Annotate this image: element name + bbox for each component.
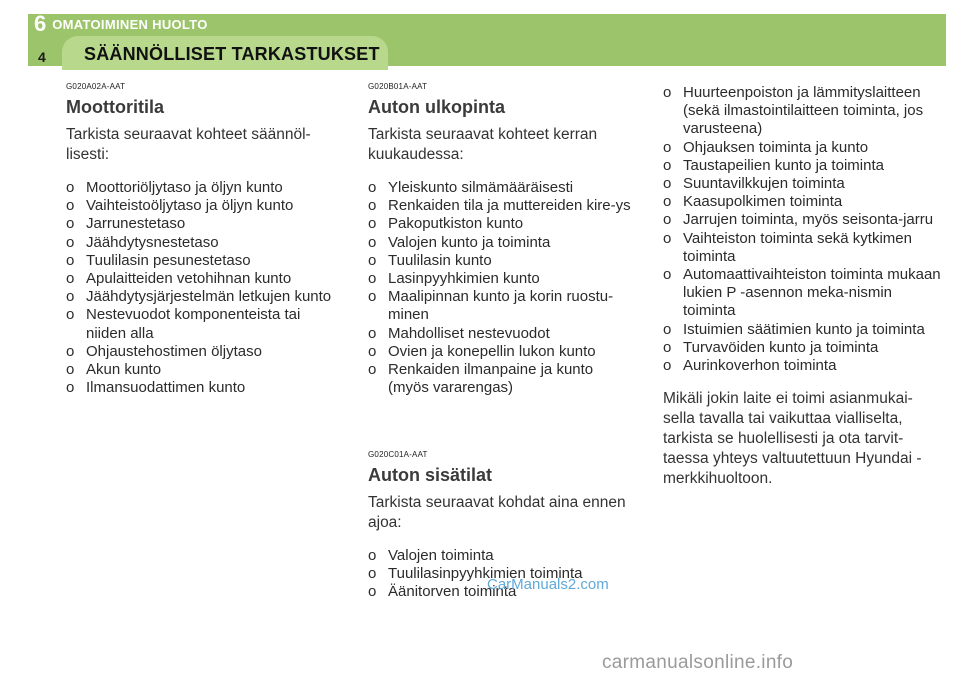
list-item: o Jarrunestetaso — [66, 215, 342, 233]
chapter-number: 6 — [34, 11, 47, 36]
list-item: o Nestevuodot komponenteista tai niiden alla — [66, 306, 342, 342]
list-item: o Automaattivaihteiston toiminta mukaan lukien P -asennon meka-nismin toiminta — [663, 266, 941, 321]
list-item: o Vaihteistoöljytaso ja öljyn kunto — [66, 197, 342, 215]
chapter-indicator — [34, 11, 208, 36]
list-item: o Tuulilasinpyyhkimien toiminta — [368, 565, 636, 583]
list-item: o Huurteenpoiston ja lämmityslaitteen (sekä ilmastointilaitteen toiminta, jos varusteena) — [663, 84, 941, 139]
list-item: o Valojen toiminta — [368, 547, 636, 565]
list-item: o Renkaiden tila ja muttereiden kire-ys — [368, 197, 636, 215]
list-item: o Jarrujen toiminta, myös seisonta-jarru — [663, 211, 941, 229]
section-intro: Tarkista seuraavat kohdat aina ennen ajoa: — [368, 494, 626, 531]
list-item: o Ohjauksen toiminta ja kunto — [663, 139, 941, 157]
watermark-text: carmanualsonline.info — [602, 652, 794, 673]
list-item: o Renkaiden ilmanpaine ja kunto (myös vararengas) — [368, 361, 636, 397]
section-code: G020A02A-AAT — [66, 82, 126, 91]
list-item: o Moottoriöljytaso ja öljyn kunto — [66, 179, 342, 197]
checklist — [663, 84, 941, 375]
list-item: o Suuntavilkkujen toiminta — [663, 175, 941, 193]
list-item: o Yleiskunto silmämääräisesti — [368, 179, 636, 197]
section-intro: Tarkista seuraavat kohteet säännöl-lisesti: — [66, 126, 311, 163]
list-item: o Aurinkoverhon toiminta — [663, 357, 941, 375]
list-item: o Akun kunto — [66, 361, 342, 379]
list-item: o Vaihteiston toiminta sekä kytkimen toiminta — [663, 230, 941, 266]
list-item: o Jäähdytysnestetaso — [66, 234, 342, 252]
list-item: o Pakoputkiston kunto — [368, 215, 636, 233]
closing-paragraph: Mikäli jokin laite ei toimi asianmukai-sella tavalla tai vaikuttaa vialliselta, tarkista se huolellisesti ja ota tarvit-taessa yhteys valtuutettuun Hyundai -merkkihuoltoon. — [663, 390, 922, 488]
page-number: 4 — [38, 49, 46, 65]
list-item: o Tuulilasin kunto — [368, 252, 636, 270]
checklist — [66, 179, 342, 397]
section-code: G020C01A-AAT — [368, 450, 428, 459]
list-item: o Kaasupolkimen toiminta — [663, 193, 941, 211]
chapter-label: OMATOIMINEN HUOLTO — [52, 16, 208, 32]
list-item: o Valojen kunto ja toiminta — [368, 234, 636, 252]
list-item: o Taustapeilien kunto ja toiminta — [663, 157, 941, 175]
continued-section — [663, 84, 941, 489]
list-item: o Tuulilasin pesunestetaso — [66, 252, 342, 270]
section-heading: Auton sisätilat — [368, 465, 493, 485]
section-title: SÄÄNNÖLLISET TARKASTUKSET — [84, 44, 380, 64]
watermark-link[interactable]: CarManuals2.com — [487, 576, 609, 593]
list-item: o Mahdolliset nestevuodot — [368, 325, 636, 343]
list-item: o Apulaitteiden vetohihnan kunto — [66, 270, 342, 288]
list-item: o Istuimien säätimien kunto ja toiminta — [663, 321, 941, 339]
checklist — [368, 547, 636, 602]
section-heading: Moottoritila — [66, 97, 164, 117]
list-item: o Lasinpyyhkimien kunto — [368, 270, 636, 288]
list-item: o Ohjaustehostimen öljytaso — [66, 343, 342, 361]
section-code: G020B01A-AAT — [368, 82, 428, 91]
section-heading: Auton ulkopinta — [368, 97, 505, 117]
section-intro: Tarkista seuraavat kohteet kerran kuukaudessa: — [368, 126, 598, 163]
list-item: o Äänitorven toiminta — [368, 583, 636, 601]
checklist — [368, 179, 636, 397]
list-item: o Maalipinnan kunto ja korin ruostu-minen — [368, 288, 636, 324]
list-item: o Ovien ja konepellin lukon kunto — [368, 343, 636, 361]
list-item: o Jäähdytysjärjestelmän letkujen kunto — [66, 288, 342, 306]
list-item: o Ilmansuodattimen kunto — [66, 379, 342, 397]
engine-room-section — [66, 82, 342, 397]
list-item: o Turvavöiden kunto ja toiminta — [663, 339, 941, 357]
